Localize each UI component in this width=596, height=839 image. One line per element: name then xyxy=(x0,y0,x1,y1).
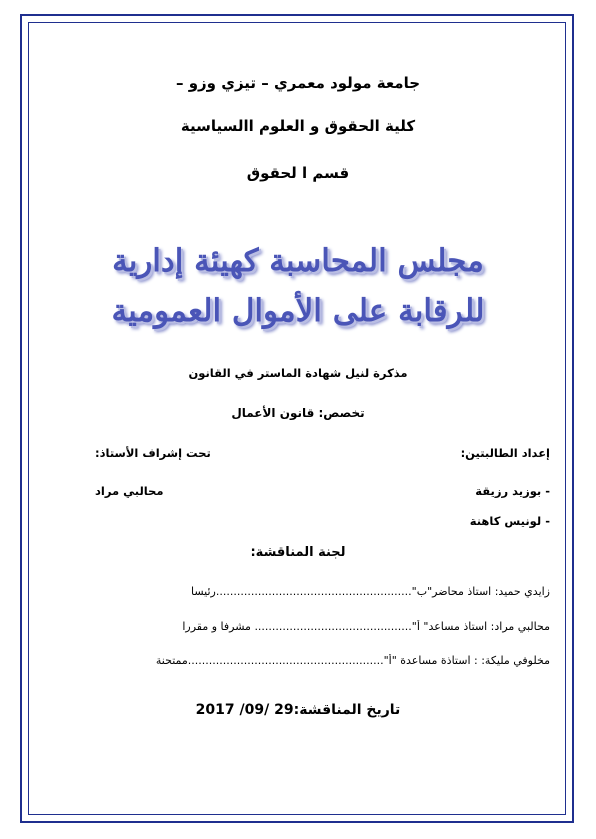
supervisor-name: محالبي مراد xyxy=(95,484,164,498)
university-name: جامعة مولود معمري – تيزي وزو – xyxy=(175,74,421,92)
faculty-name: كلية الحقوق و العلوم االسياسية xyxy=(180,117,416,135)
committee-member-1: زايدي حميد: استاذ محاضر"ب"........................................................رئيسا xyxy=(191,585,550,598)
student-name-2: - لونيس كاهنة xyxy=(469,514,550,528)
committee-member-2: محالبي مراد: استاذ مساعد" أ"............................................. مشرفا و مقررا xyxy=(182,620,550,633)
prepared-by-label: إعداد الطالبتين: xyxy=(460,446,550,460)
committee-heading: لجنة المناقشة: xyxy=(250,545,346,560)
thesis-title-line-2: للرقابة على الأموال العمومية xyxy=(111,293,485,329)
thesis-title-line-1: مجلس المحاسبة كهيئة إدارية xyxy=(112,243,484,279)
department-name: قسم ا لحقوق xyxy=(246,164,350,182)
committee-member-3: مخلوفي مليكة: : استاذة مساعدة "أ"........................................................ممتحنة xyxy=(155,654,550,667)
memo-description: مذكرة لنيل شهادة الماستر في القانون xyxy=(188,366,408,380)
defense-date: تاريخ المناقشة:29 /09/ 2017 xyxy=(195,702,401,718)
specialty: تخصص: قانون الأعمال xyxy=(231,406,365,420)
student-name-1: - بوزيد رزيقة xyxy=(475,484,550,498)
supervisor-label: تحت إشراف الأستاذ: xyxy=(95,446,211,460)
